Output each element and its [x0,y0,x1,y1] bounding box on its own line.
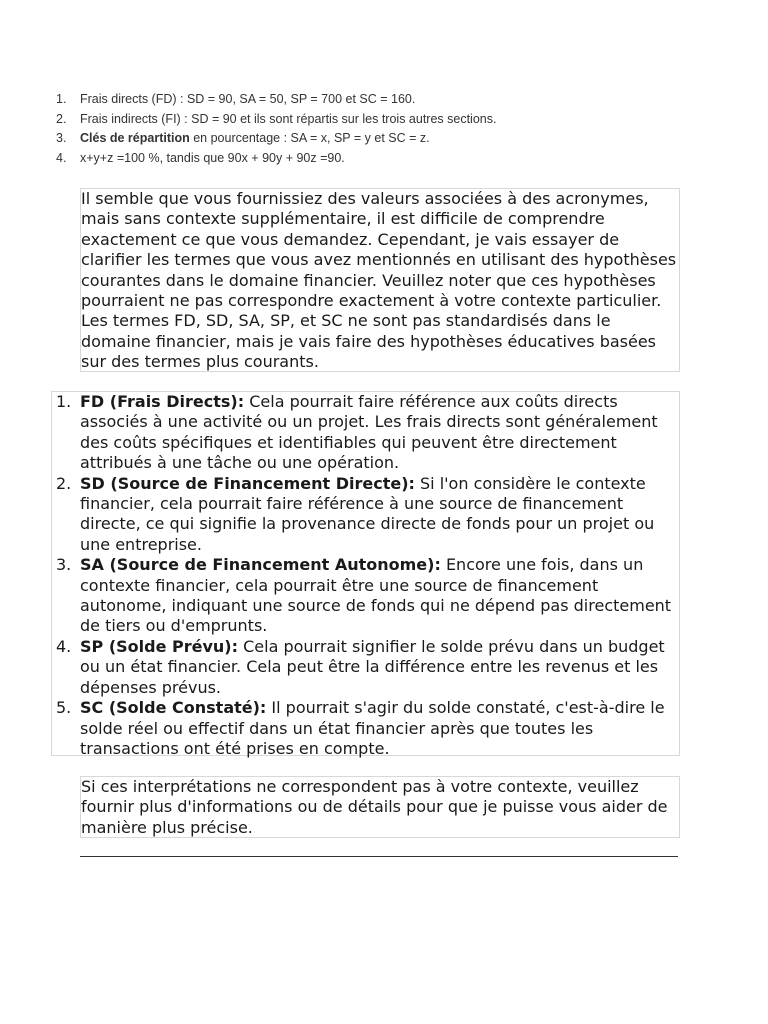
list-item [56,90,696,110]
list-number: 3. [56,131,67,145]
definition-term: FD (Frais Directs): [80,392,245,411]
definition-item [52,474,679,556]
definition-term: SC (Solde Constaté): [80,698,267,718]
definitions-list [52,392,679,759]
intro-paragraph-box [80,188,680,372]
list-text: en pourcentage : SA = x, SP = y et SC = z. [189,131,430,145]
definition-number: 3. [56,555,72,575]
list-number: 4. [56,150,67,165]
list-item [56,110,696,130]
definition-term: SP (Solde Prévu): [80,636,239,656]
definition-text: Encore une fois, dans un contexte financier, cela pourrait être une source de financement autonome, indiquant une source de fonds qui ne dépend pas directement de tiers ou d'emprunts. [80,555,672,636]
definition-item [52,698,679,759]
definition-item [52,637,679,698]
definition-number: 2. [56,473,72,493]
list-item [56,149,696,169]
definition-term: SD (Source de Financement Directe): [80,473,415,493]
definition-number: 4. [56,636,72,656]
definition-text: Cela pourrait signifier le solde prévu dans un budget ou un état financier. Cela peut être la différence entre les revenus et les dépenses prévus. [80,636,665,697]
definition-number: 1. [56,392,72,411]
definition-text: Cela pourrait faire référence aux coûts directs associés à une activité ou un projet. Les frais directs sont généralement des coûts spécifiques et identifiables qui peuvent être directement attribués à une tâche ou une opération. [80,392,658,473]
horizontal-rule [80,856,678,857]
definition-item [52,555,679,637]
definition-text: Si l'on considère le contexte financier, cela pourrait faire référence à une source de financement directe, ce qui signifie la provenance directe de fonds pour un projet ou une entreprise. [80,473,655,554]
list-number: 1. [56,92,67,106]
intro-paragraph: Il semble que vous fournissiez des valeurs associées à des acronymes, mais sans contexte supplémentaire, il est difficile de comprendre exactement ce que vous demandez. Cependant, je vais essayer de clarifier les termes que vous avez mentionnés en utilisant des hypothèses courantes dans le domaine financier. Veuillez noter que ces hypothèses pourraient ne pas correspondre exactement à votre contexte particulier. Les termes FD, SD, SA, SP, et SC ne sont pas standardisés dans le domaine financier, mais je vais faire des hypothèses éducatives basées sur des termes plus courants. [81,189,677,372]
definition-number: 5. [56,698,72,718]
list-text: Frais directs (FD) : SD = 90, SA = 50, SP = 700 et SC = 160. [80,92,416,106]
definition-item [52,392,679,474]
closing-paragraph-box [80,776,680,838]
definitions-box [51,391,680,756]
list-number: 2. [56,111,67,126]
definition-text: Il pourrait s'agir du solde constaté, c'est-à-dire le solde réel ou effectif dans un état financier après que toutes les transactions ont été prises en compte. [80,698,665,758]
summary-list [56,90,696,168]
list-bold-text: Clés de répartition [80,131,190,145]
list-item [56,129,696,149]
list-text: x+y+z =100 %, tandis que 90x + 90y + 90z =90. [80,150,345,165]
definition-term: SA (Source de Financement Autonome): [80,555,441,575]
list-text: Frais indirects (FI) : SD = 90 et ils sont répartis sur les trois autres sections. [80,111,497,126]
closing-paragraph: Si ces interprétations ne correspondent pas à votre contexte, veuillez fournir plus d'informations ou de détails pour que je puisse vous aider de manière plus précise. [81,777,668,837]
